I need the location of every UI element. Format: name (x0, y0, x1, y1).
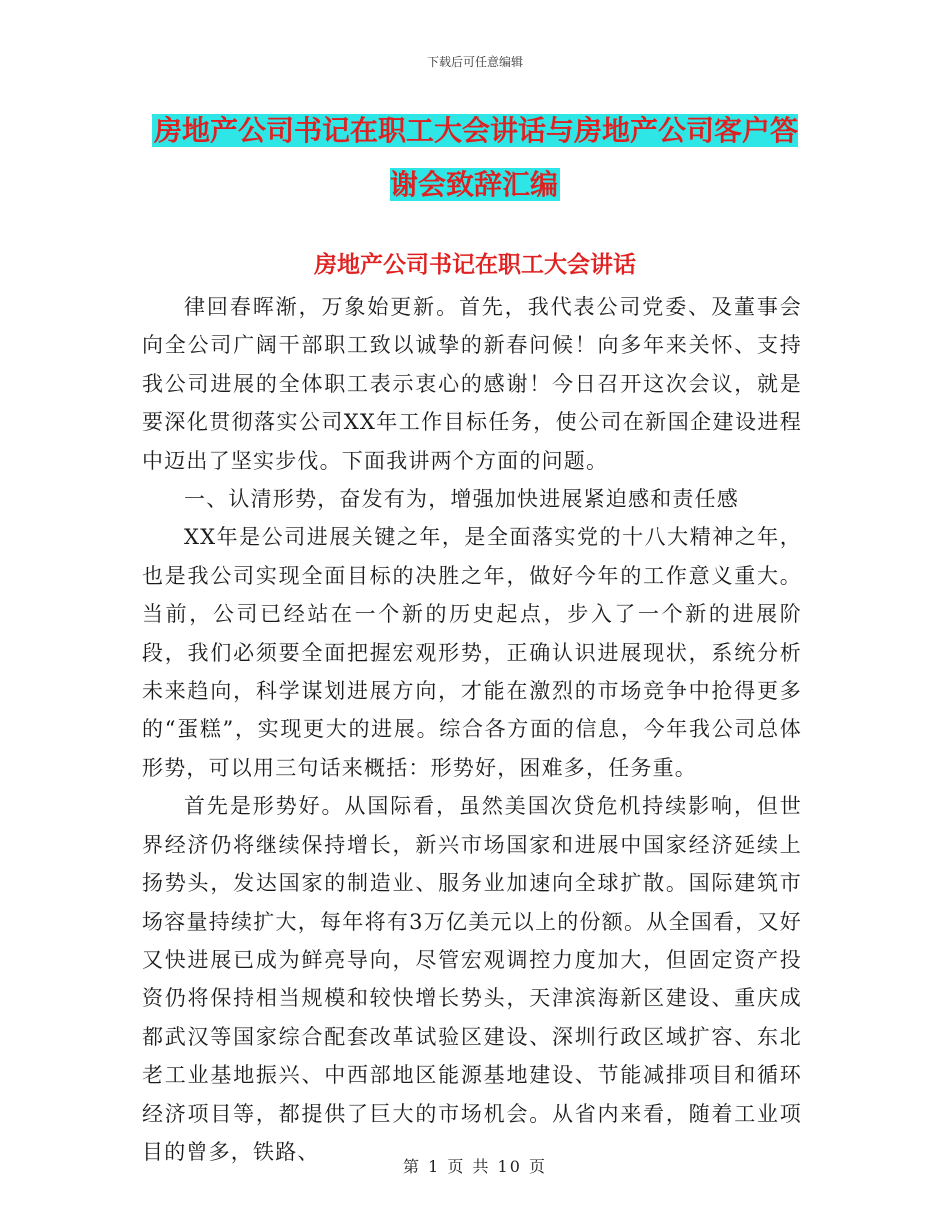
document-title (150, 104, 800, 212)
paragraph: XX年是公司进展关键之年，是全面落实党的十八大精神之年，也是我公司实现全面目标的决胜之年，做好今年的工作意义重大。当前，公司已经站在一个新的历史起点，步入了一个新的进展阶段，我们必须要全面把握宏观形势，正确认识进展现状，系统分析未来趋向，科学谋划进展方向，才能在激烈的市场竞争中抢得更多的“蛋糕”，实现更大的进展。综合各方面的信息，今年我公司总体形势，可以用三句话来概括：形势好，困难多，任务重。 (142, 525, 802, 780)
header-note: 下载后可任意编辑 (426, 55, 523, 69)
section-title: 房地产公司书记在职工大会讲话 (314, 252, 636, 278)
paragraph: 首先是形势好。从国际看，虽然美国次贷危机持续影响，但世界经济仍将继续保持增长，新兴市场国家和进展中国家经济延续上扬势头，发达国家的制造业、服务业加速向全球扩散。国际建筑市场容量持续扩大，每年将有3万亿美元以上的份额。从全国看，又好又快进展已成为鲜亮导向，尽管宏观调控力度加大，但固定资产投资仍将保持相当规模和较快增长势头，天津滨海新区建设、重庆成都武汉等国家综合配套改革试验区建设、深圳行政区域扩容、东北老工业基地振兴、中西部地区能源基地建设、节能减排项目和循环经济项目等，都提供了巨大的市场机会。从省内来看，随着工业项目的曾多，铁路、 (142, 794, 802, 1164)
body-text (142, 288, 802, 1171)
paragraph: 一、认清形势，奋发有为，增强加快进展紧迫感和责任感 (184, 487, 739, 512)
paragraph: 律回春晖渐，万象始更新。首先，我代表公司党委、及董事会向全公司广阔干部职工致以诚挚的新春问候！向多年来关怀、支持我公司进展的全体职工表示衷心的感谢！今日召开这次会议，就是要深化贯彻落实公司XX年工作目标任务，使公司在新国企建设进程中迈出了坚实步伐。下面我讲两个方面的问题。 (142, 295, 802, 473)
page-footer: 第 1 页 共 10 页 (403, 1157, 547, 1176)
document-title-text: 房地产公司书记在职工大会讲话与房地产公司客户答谢会致辞汇编 (153, 114, 798, 201)
